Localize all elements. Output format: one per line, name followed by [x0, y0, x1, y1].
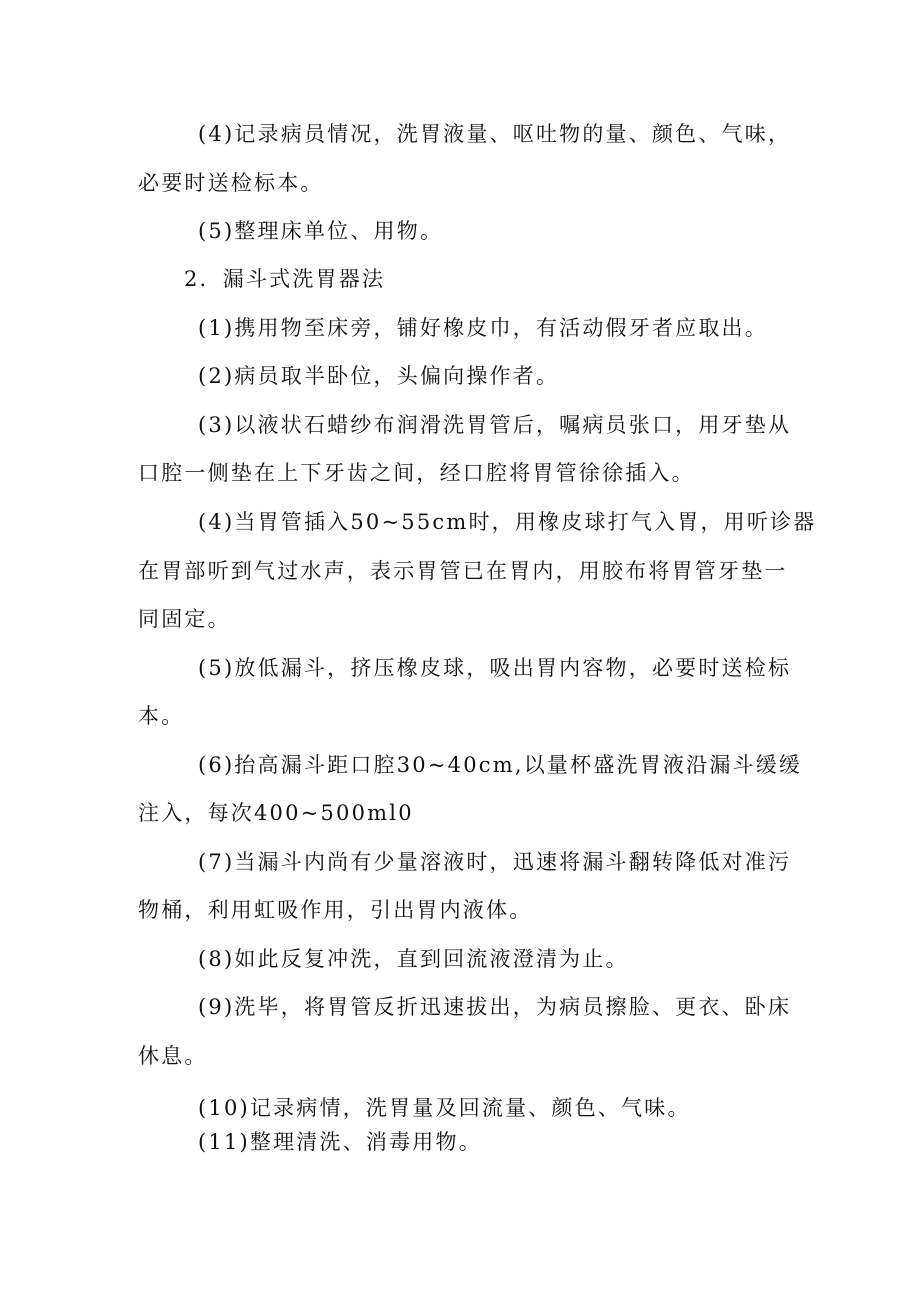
item-4-line-3: 同固定。	[138, 607, 231, 631]
item-8-line-1: (8)如此反复冲洗，直到回流液澄清为止。	[198, 947, 629, 971]
item-5a-line-1: (5)整理床单位、用物。	[198, 219, 444, 243]
item-9-line-2: 休息。	[138, 1044, 208, 1068]
item-2-line-1: (2)病员取半卧位，头偏向操作者。	[198, 364, 560, 388]
section-heading: 2．漏斗式洗胃器法	[184, 267, 386, 291]
item-4-line-2: 在胃部听到气过水声，表示胃管已在胃内，用胶布将胃管牙垫一	[138, 559, 788, 583]
item-4a-line-2: 必要时送检标本。	[138, 171, 324, 195]
item-5-line-1: (5)放低漏斗，挤压橡皮球，吸出胃内容物，必要时送检标	[198, 656, 792, 680]
item-7-line-2: 物桶，利用虹吸作用，引出胃内液体。	[138, 898, 533, 922]
item-6-line-2: 注入，每次400~500ml0	[138, 801, 414, 825]
item-4a-line-1: (4)记录病员情况，洗胃液量、呕吐物的量、颜色、气味，	[198, 122, 792, 146]
item-3-line-2: 口腔一侧垫在上下牙齿之间，经口腔将胃管徐徐插入。	[138, 461, 695, 485]
item-3-line-1: (3)以液状石蜡纱布润滑洗胃管后，嘱病员张口，用牙垫从	[198, 413, 792, 437]
item-9-line-1: (9)洗毕，将胃管反折迅速拔出，为病员擦脸、更衣、卧床	[198, 995, 792, 1019]
item-10-line-1: (10)记录病情，洗胃量及回流量、颜色、气味。	[198, 1096, 691, 1120]
item-11-line-1: (11)整理清洗、消毒用物。	[198, 1130, 482, 1154]
item-5-line-2: 本。	[138, 704, 185, 728]
item-7-line-1: (7)当漏斗内尚有少量溶液时，迅速将漏斗翻转降低对准污	[198, 850, 792, 874]
item-4-line-1: (4)当胃管插入50~55cm时，用橡皮球打气入胃，用听诊器	[198, 510, 817, 534]
item-1-line-1: (1)携用物至床旁，铺好橡皮巾，有活动假牙者应取出。	[198, 316, 768, 340]
item-6-line-1: (6)抬高漏斗距口腔30~40cm,以量杯盛洗胃液沿漏斗缓缓	[198, 753, 803, 777]
